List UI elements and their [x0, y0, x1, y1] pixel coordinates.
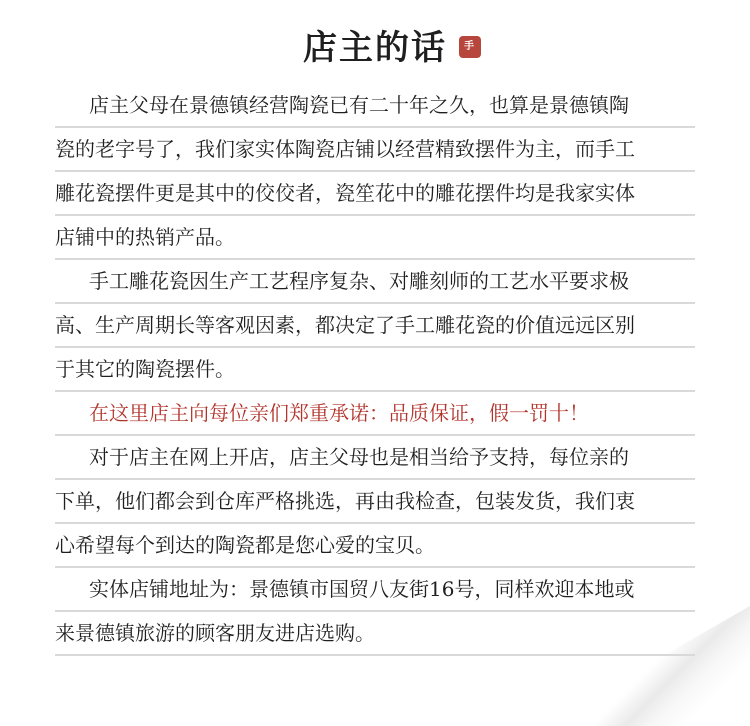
- text-line: 店铺中的热销产品。: [55, 216, 695, 260]
- seal-stamp: 手工: [459, 36, 481, 58]
- title-text: 店主的话: [303, 28, 447, 68]
- text-line: 手工雕花瓷因生产工艺程序复杂、对雕刻师的工艺水平要求极: [55, 260, 695, 304]
- message-content: [55, 84, 695, 656]
- address-line: 实体店铺地址为：景德镇市国贸八友街16号，同样欢迎本地或: [55, 568, 695, 612]
- text-line: 对于店主在网上开店，店主父母也是相当给予支持，每位亲的: [55, 436, 695, 480]
- text-line: 心希望每个到达的陶瓷都是您心爱的宝贝。: [55, 524, 695, 568]
- text-line: 店主父母在景德镇经营陶瓷已有二十年之久，也算是景德镇陶: [55, 84, 695, 128]
- text-line: 来景德镇旅游的顾客朋友进店选购。: [55, 612, 695, 656]
- title-area: [0, 28, 750, 74]
- text-line: 于其它的陶瓷摆件。: [55, 348, 695, 392]
- text-line: 瓷的老字号了，我们家实体陶瓷店铺以经营精致摆件为主，而手工: [55, 128, 695, 172]
- text-line: 高、生产周期长等客观因素，都决定了手工雕花瓷的价值远远区别: [55, 304, 695, 348]
- promise-line: 在这里店主向每位亲们郑重承诺：品质保证，假一罚十！: [55, 392, 695, 436]
- text-line: 下单，他们都会到仓库严格挑选，再由我检查，包装发货，我们衷: [55, 480, 695, 524]
- page-title: [303, 28, 476, 74]
- text-line: 雕花瓷摆件更是其中的佼佼者，瓷笙花中的雕花摆件均是我家实体: [55, 172, 695, 216]
